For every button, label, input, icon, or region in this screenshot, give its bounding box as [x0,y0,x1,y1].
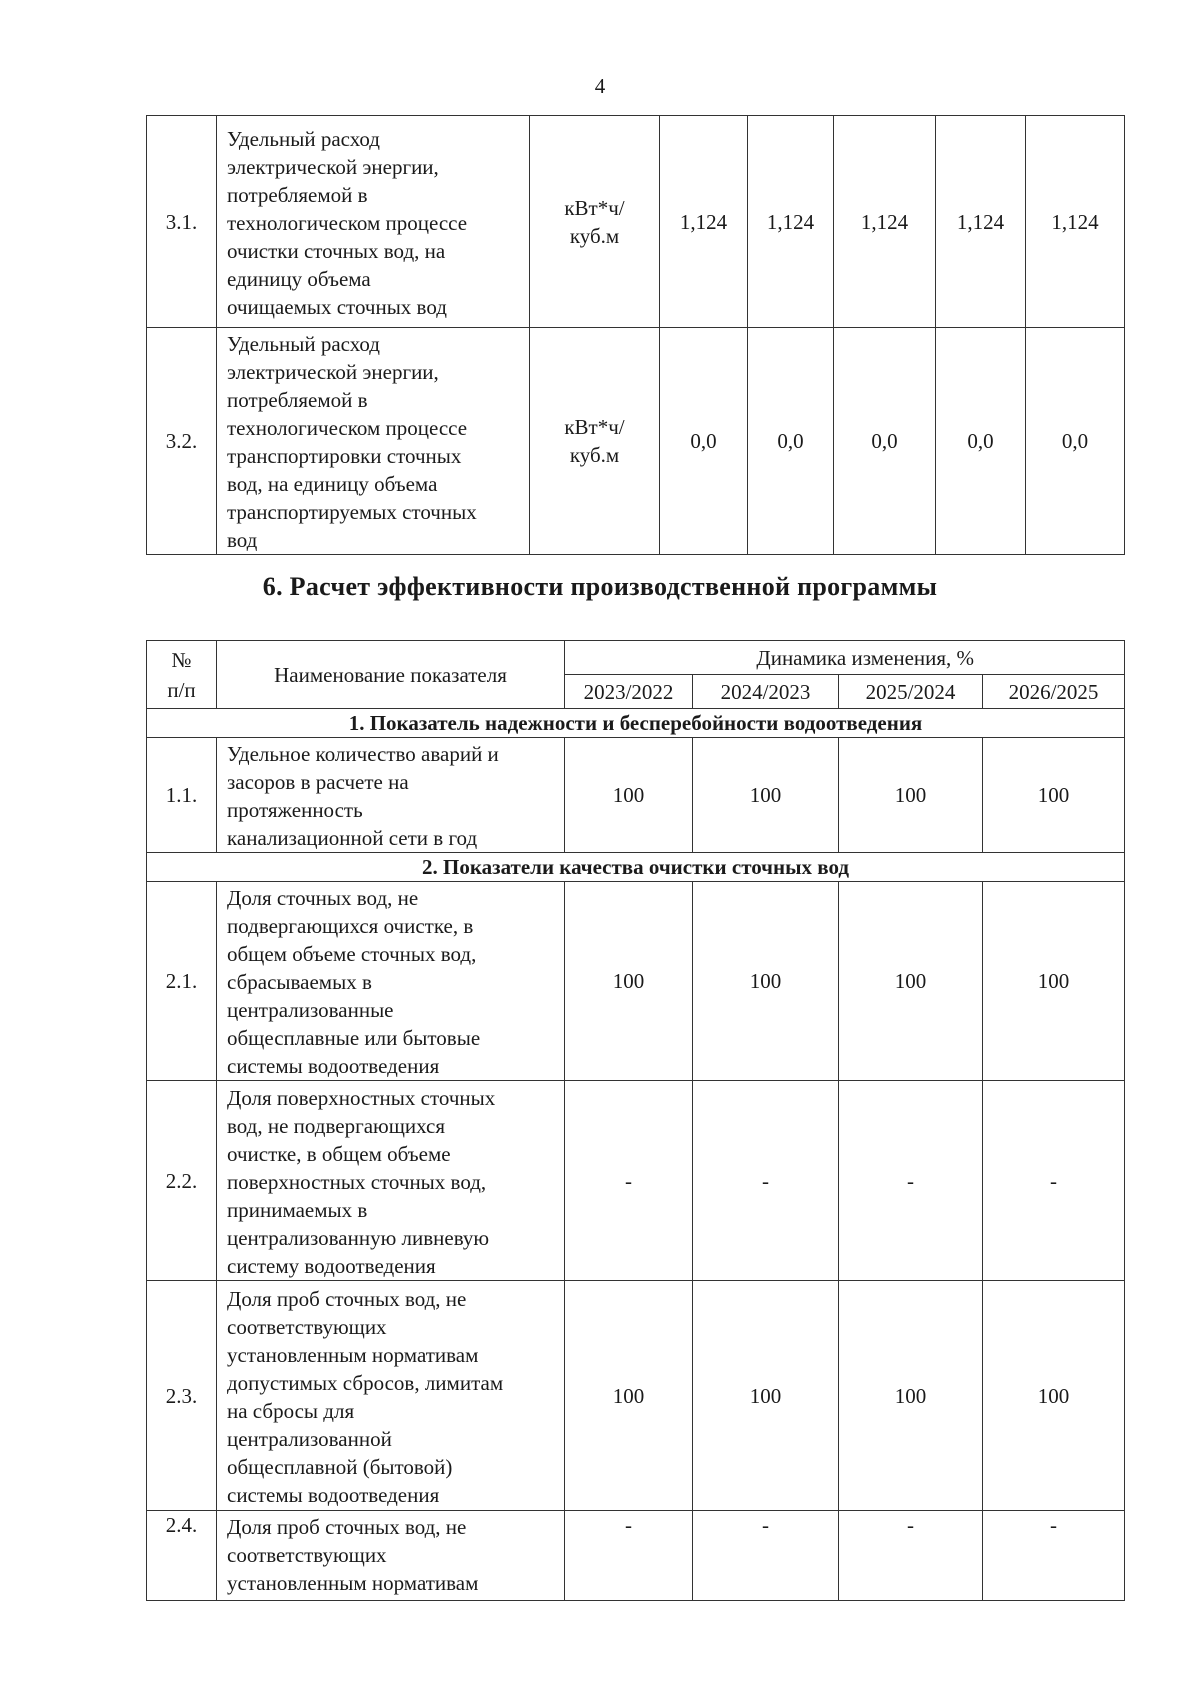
header-period: 2024/2023 [693,675,839,709]
indicator-name-line: системы водоотведения [227,1482,440,1507]
value-cell: - [565,1081,693,1281]
value-cell: - [839,1511,983,1601]
indicator-name-line: Доля проб сточных вод, не [227,1286,467,1311]
unit-line: куб.м [569,443,620,467]
indicator-name-line: вод [227,528,258,552]
value-cell: - [983,1511,1125,1601]
indicator-name-line: электрической энергии, [227,154,439,179]
header-num-line: п/п [167,677,196,702]
table-row [147,1511,1125,1601]
indicator-name-line: потребляемой в [227,182,368,207]
indicator-name-line: единицу объема [227,266,371,291]
value-cell: 1,124 [748,116,834,328]
indicator-name-line: транспортировки сточных [227,444,462,468]
table-row [147,738,1125,853]
indicator-name-line: Доля проб сточных вод, не [227,1515,467,1539]
header-num-line: № [171,647,192,672]
indicator-name-line: Доля поверхностных сточных [227,1085,496,1110]
indicator-name-line: электрической энергии, [227,360,439,384]
value-cell: 0,0 [834,328,936,555]
value-cell: 1,124 [660,116,748,328]
indicator-name [217,116,530,328]
unit-line: кВт*ч/ [564,195,625,220]
header-indicator-name: Наименование показателя [217,641,565,709]
unit-line: кВт*ч/ [564,415,625,439]
indicator-name [217,882,565,1081]
indicator-name-line: технологическом процессе [227,210,468,235]
energy-consumption-table [146,115,1125,555]
group-title: 2. Показатели качества очистки сточных вод [147,853,1125,882]
indicator-name-line: вод, на единицу объема [227,472,438,496]
indicator-name [217,328,530,555]
page-number: 4 [594,74,606,98]
row-number: 2.3. [147,1281,217,1511]
value-cell: 0,0 [748,328,834,555]
table-row [147,328,1125,555]
indicator-name-line: общем объеме сточных вод, [227,942,477,966]
indicator-name-line: централизованную ливневую [227,1225,490,1250]
value-cell: 1,124 [834,116,936,328]
group-title-row [147,709,1125,738]
indicator-name-line: Удельный расход [227,126,380,151]
indicator-name-line: соответствующих [227,1543,387,1567]
indicator-name-line: канализационной сети в год [227,826,478,850]
header-period: 2026/2025 [983,675,1125,709]
indicator-name-line: установленным нормативам [227,1571,479,1595]
value-cell: 0,0 [936,328,1026,555]
indicator-name-line: сбрасываемых в [227,970,372,994]
value-cell: 100 [693,738,839,853]
indicator-name [217,1511,565,1601]
indicator-name-line: вод, не подвергающихся [227,1113,445,1138]
value-cell: 100 [983,1281,1125,1511]
indicator-name-line: протяженность [227,798,363,822]
value-cell: 0,0 [660,328,748,555]
indicator-name-line: Удельное количество аварий и [227,742,499,766]
indicator-name-line: системы водоотведения [227,1054,440,1078]
value-cell: 100 [839,882,983,1081]
indicator-name-line: централизованной [227,1426,392,1451]
value-cell: - [565,1511,693,1601]
indicator-name-line: очистки сточных вод, на [227,238,446,263]
row-number: 3.1. [147,116,217,328]
group-title-row [147,853,1125,882]
value-cell: 0,0 [1026,328,1125,555]
value-cell: - [693,1081,839,1281]
value-cell: 100 [565,1281,693,1511]
unit-line: куб.м [569,223,620,248]
indicator-name-line: допустимых сбросов, лимитам [227,1370,504,1395]
indicator-name-line: Удельный расход [227,332,380,356]
indicator-name-line: систему водоотведения [227,1253,436,1278]
table-row [147,882,1125,1081]
indicator-name-line: общесплавной (бытовой) [227,1454,453,1479]
group-title: 1. Показатель надежности и бесперебойности водоотведения [147,709,1125,738]
indicator-name-line: очистке, в общем объеме [227,1141,451,1166]
indicator-name-line: на сбросы для [227,1398,355,1423]
value-cell: 100 [983,738,1125,853]
indicator-name-line: установленным нормативам [227,1342,479,1367]
value-cell: 100 [565,738,693,853]
indicator-name-line: очищаемых сточных вод [227,294,447,319]
section-title: 6. Расчет эффективности производственной программы [262,572,938,601]
indicator-name-line: потребляемой в [227,388,368,412]
row-number: 3.2. [147,328,217,555]
indicator-name [217,1081,565,1281]
value-cell: 100 [693,882,839,1081]
indicator-name-line: засоров в расчете на [227,770,409,794]
table-row [147,116,1125,328]
value-cell: - [983,1081,1125,1281]
unit-cell [530,116,660,328]
row-number: 2.2. [147,1081,217,1281]
indicator-name-line: транспортируемых сточных [227,500,477,524]
value-cell: 100 [565,882,693,1081]
indicator-name-line: подвергающихся очистке, в [227,914,474,938]
value-cell: 100 [983,882,1125,1081]
indicator-name-line: соответствующих [227,1314,387,1339]
table-row [147,1281,1125,1511]
indicator-name-line: технологическом процессе [227,416,468,440]
header-period: 2023/2022 [565,675,693,709]
value-cell: - [693,1511,839,1601]
header-period: 2025/2024 [839,675,983,709]
unit-cell [530,328,660,555]
row-number: 1.1. [147,738,217,853]
indicator-name-line: общесплавные или бытовые [227,1026,481,1050]
indicator-name-line: поверхностных сточных вод, [227,1169,487,1194]
row-number: 2.4. [147,1511,217,1601]
indicator-name-line: централизованные [227,998,394,1022]
value-cell: 1,124 [936,116,1026,328]
value-cell: - [839,1081,983,1281]
indicator-name-line: Доля сточных вод, не [227,886,419,910]
indicator-name [217,738,565,853]
header-num [147,641,217,709]
value-cell: 1,124 [1026,116,1125,328]
efficiency-table [146,640,1125,1601]
indicator-name [217,1281,565,1511]
row-number: 2.1. [147,882,217,1081]
value-cell: 100 [839,1281,983,1511]
value-cell: 100 [693,1281,839,1511]
header-dynamics: Динамика изменения, % [565,641,1125,675]
table-row [147,1081,1125,1281]
indicator-name-line: принимаемых в [227,1197,368,1222]
table-header-row [147,641,1125,675]
value-cell: 100 [839,738,983,853]
